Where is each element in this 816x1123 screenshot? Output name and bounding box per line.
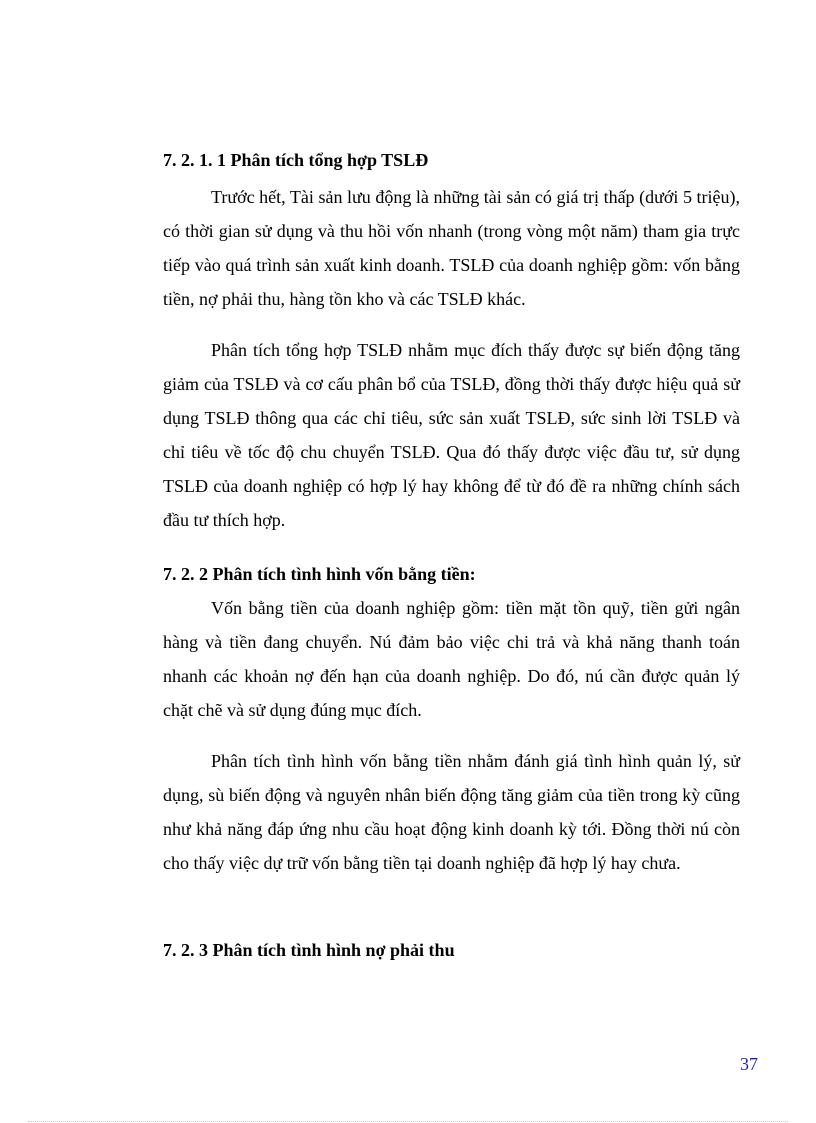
- footer-divider: [28, 1121, 788, 1122]
- section-heading-receivables: 7. 2. 3 Phân tích tình hình nợ phải thu: [163, 940, 455, 960]
- page-number: 37: [740, 1054, 758, 1074]
- paragraph-tsld-analysis: Phân tích tổng hợp TSLĐ nhằm mục đích thấy được sự biến động tăng giảm của TSLĐ và cơ cấu phân bổ của TSLĐ, đồng thời thấy được hiệu quả sử dụng TSLĐ thông qua các chỉ tiêu, sức sản xuất TSLĐ, sức sinh lời TSLĐ và chỉ tiêu về tốc độ chu chuyển TSLĐ. Qua đó thấy được việc đầu tư, sử dụng TSLĐ của doanh nghiệp có hợp lý hay không để từ đó đề ra những chính sách đầu tư thích hợp.: [163, 340, 740, 530]
- paragraph-tsld-definition: Trước hết, Tài sản lưu động là những tài sản có giá trị thấp (dưới 5 triệu), có thời gian sử dụng và thu hồi vốn nhanh (trong vòng một năm) tham gia trực tiếp vào quá trình sản xuất kinh doanh. TSLĐ của doanh nghiệp gồm: vốn bằng tiền, nợ phải thu, hàng tồn kho và các TSLĐ khác.: [163, 187, 740, 309]
- paragraph-cash-analysis: Phân tích tình hình vốn bằng tiền nhằm đánh giá tình hình quản lý, sử dụng, sù biến động và nguyên nhân biến động tăng giảm của tiền trong kỳ cũng như khả năng đáp ứng nhu cầu hoạt động kinh doanh kỳ tới. Đồng thời nú còn cho thấy việc dự trữ vốn bằng tiền tại doanh nghiệp đã hợp lý hay chưa.: [163, 751, 740, 873]
- section-heading-tsld: 7. 2. 1. 1 Phân tích tổng hợp TSLĐ: [163, 150, 429, 170]
- section-heading-cash: 7. 2. 2 Phân tích tình hình vốn bằng tiền:: [163, 564, 476, 584]
- paragraph-cash-definition: Vốn bằng tiền của doanh nghiệp gồm: tiền mặt tồn quỹ, tiền gửi ngân hàng và tiền đang chuyển. Nú đảm bảo việc chi trả và khả năng thanh toán nhanh các khoản nợ đến hạn của doanh nghiệp. Do đó, nú cần được quản lý chặt chẽ và sử dụng đúng mục đích.: [163, 598, 740, 720]
